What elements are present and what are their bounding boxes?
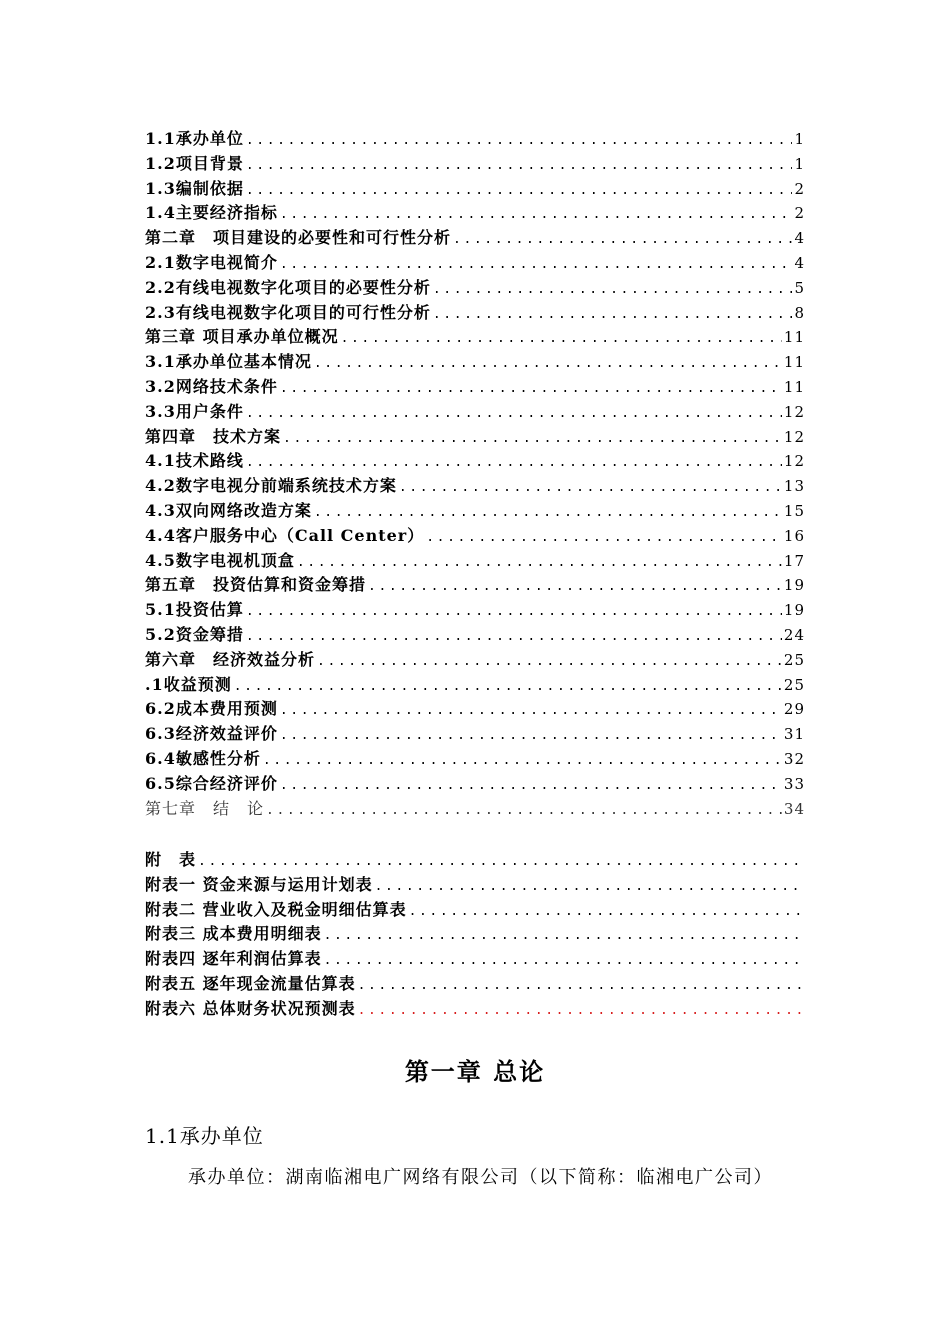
toc-entry-title: 第五章 投资估算和资金筹措 — [145, 575, 367, 595]
toc-entry-title: 6.2成本费用预测 — [145, 699, 278, 719]
toc-leader-dots — [263, 753, 782, 768]
toc-leader-dots — [234, 679, 782, 694]
appendix-entry-title: 附表一 资金来源与运用计划表 — [145, 874, 373, 894]
toc-entry[interactable] — [145, 126, 805, 151]
toc-entry[interactable] — [145, 523, 805, 548]
toc-entry[interactable] — [145, 473, 805, 498]
toc-entry-title: 4.1技术路线 — [145, 451, 244, 471]
toc-entry-title: 4.4客户服务中心（Call Center） — [145, 525, 425, 545]
toc-entry[interactable] — [145, 225, 805, 250]
toc-leader-dots — [280, 728, 782, 743]
toc-entry-page: 1 — [794, 154, 805, 173]
toc-entry-title: 3.1承办单位基本情况 — [145, 352, 312, 372]
toc-entry[interactable] — [145, 349, 805, 374]
toc-entry-title: 5.2资金筹措 — [145, 624, 244, 644]
toc-entry[interactable] — [145, 548, 805, 573]
toc-leader-dots-red — [358, 1003, 803, 1018]
chapter-title: 第一章 总论 — [404, 1057, 546, 1086]
toc-entry-page: 29 — [783, 700, 805, 719]
appendix-entry-title: 附 表 — [145, 850, 197, 869]
toc-leader-dots — [280, 257, 793, 272]
toc-entry-title: 5.1投资估算 — [145, 600, 244, 620]
toc-leader-dots — [280, 207, 793, 222]
toc-leader-dots — [246, 158, 793, 173]
toc-entry-page: 2 — [794, 204, 805, 223]
toc-entry-page: 12 — [783, 402, 805, 421]
toc-entry-page: 1 — [794, 130, 805, 148]
toc-entry-title: 1.1承办单位 — [145, 129, 244, 148]
toc-entry[interactable] — [145, 200, 805, 225]
toc-entry-page: 17 — [783, 551, 805, 570]
appendix-entry-title: 附表五 逐年现金流量估算表 — [145, 973, 356, 993]
toc-leader-dots — [317, 654, 782, 669]
toc-entry-title: 第三章 项目承办单位概况 — [145, 327, 339, 347]
toc-entry-title: 第六章 经济效益分析 — [145, 649, 316, 669]
toc-leader-dots — [409, 904, 803, 919]
toc-entry-title: 1.3编制依据 — [145, 178, 244, 198]
toc-entry[interactable] — [145, 151, 805, 176]
toc-leader-dots — [246, 604, 782, 619]
toc-entry-page: 25 — [783, 650, 805, 669]
toc-leader-dots — [368, 579, 782, 594]
toc-leader-dots — [266, 803, 782, 818]
toc-entry-title: 第二章 项目建设的必要性和可行性分析 — [145, 228, 452, 248]
toc-leader-dots — [433, 282, 793, 297]
toc-leader-dots — [246, 629, 782, 644]
toc-leader-dots — [324, 953, 803, 968]
toc-leader-dots — [324, 928, 803, 943]
toc-entry[interactable] — [145, 424, 805, 449]
toc-entry[interactable] — [145, 300, 805, 325]
toc-leader-dots — [280, 381, 782, 396]
appendix-entry[interactable] — [145, 946, 805, 971]
toc-entry[interactable] — [145, 796, 805, 821]
appendix-entry[interactable] — [145, 996, 805, 1021]
appendix-entry[interactable] — [145, 921, 805, 946]
toc-entry-page: 19 — [783, 601, 805, 620]
toc-entry-page: 19 — [783, 576, 805, 595]
toc-entry[interactable] — [145, 399, 805, 424]
toc-entry-page: 34 — [783, 799, 805, 818]
toc-leader-dots — [426, 530, 782, 545]
appendix-entry-title: 附表四 逐年利润估算表 — [145, 949, 322, 969]
toc-entry[interactable] — [145, 647, 805, 672]
toc-entry[interactable] — [145, 672, 805, 697]
toc-entry[interactable] — [145, 746, 805, 771]
toc-entry-title: 第四章 技术方案 — [145, 426, 282, 446]
toc-leader-dots — [280, 778, 782, 793]
toc-entry-page: 31 — [783, 725, 805, 744]
toc-entry-page: 13 — [783, 477, 805, 496]
toc-leader-dots — [453, 232, 792, 247]
toc-entry[interactable] — [145, 721, 805, 746]
toc-entry[interactable] — [145, 572, 805, 597]
toc-entry[interactable] — [145, 498, 805, 523]
toc-entry[interactable] — [145, 275, 805, 300]
toc-entry[interactable] — [145, 597, 805, 622]
toc-entry-page: 24 — [783, 625, 805, 644]
toc-leader-dots — [246, 133, 793, 148]
toc-leader-dots — [246, 406, 782, 421]
toc-leader-dots — [198, 854, 803, 869]
toc-entry-title: 第七章 结 论 — [145, 798, 265, 818]
toc-entry[interactable] — [145, 448, 805, 473]
toc-entry-page: 25 — [783, 675, 805, 694]
section-title: 1.1承办单位 — [145, 1124, 264, 1148]
toc-leader-dots — [246, 455, 782, 470]
toc-leader-dots — [280, 703, 782, 718]
toc-leader-dots — [297, 555, 782, 570]
toc-entry[interactable] — [145, 696, 805, 721]
appendix-entry[interactable] — [145, 847, 805, 872]
toc-entry-title: .1收益预测 — [145, 674, 232, 694]
toc-entry-page: 4 — [794, 253, 805, 272]
toc-entry-title: 6.3经济效益评价 — [145, 724, 278, 744]
toc-leader-dots — [314, 356, 782, 371]
toc-leader-dots — [283, 431, 782, 446]
toc-entry-page: 11 — [783, 328, 805, 347]
toc-leader-dots — [433, 307, 793, 322]
toc-entry-title: 4.2数字电视分前端系统技术方案 — [145, 476, 397, 496]
toc-entry-page: 8 — [794, 303, 805, 322]
toc-leader-dots — [246, 183, 793, 198]
toc-entry[interactable] — [145, 374, 805, 399]
toc-entry-title: 2.2有线电视数字化项目的必要性分析 — [145, 277, 431, 297]
toc-leader-dots — [341, 331, 782, 346]
toc-entry-title: 6.5综合经济评价 — [145, 773, 278, 793]
toc-entry-page: 4 — [794, 229, 805, 248]
appendix-entry[interactable] — [145, 897, 805, 922]
toc-entry-title: 3.3用户条件 — [145, 401, 244, 421]
body-paragraph: 承办单位：湖南临湘电广网络有限公司（以下简称：临湘电广公司） — [188, 1167, 773, 1188]
toc-entry-title: 6.4敏感性分析 — [145, 748, 261, 768]
toc-entry-title: 2.3有线电视数字化项目的可行性分析 — [145, 302, 431, 322]
toc-entry-page: 15 — [783, 501, 805, 520]
toc-entry[interactable] — [145, 176, 805, 201]
toc-entry-title: 4.5数字电视机顶盒 — [145, 550, 295, 570]
toc-entry-page: 32 — [783, 749, 805, 768]
toc-entry-page: 12 — [783, 427, 805, 446]
appendix-entry[interactable] — [145, 872, 805, 897]
toc-entry-title: 2.1数字电视简介 — [145, 252, 278, 272]
toc-leader-dots — [314, 505, 782, 520]
toc-entry[interactable] — [145, 771, 805, 796]
toc-entry[interactable] — [145, 324, 805, 349]
toc-entry-page: 33 — [783, 774, 805, 793]
toc-entry-page: 5 — [794, 278, 805, 297]
table-of-contents — [145, 126, 805, 820]
toc-entry[interactable] — [145, 250, 805, 275]
toc-entry-page: 11 — [783, 377, 805, 396]
appendix-list — [145, 847, 805, 1021]
appendix-entry-title: 附表六 总体财务状况预测表 — [145, 998, 356, 1018]
toc-entry[interactable] — [145, 622, 805, 647]
toc-entry-title: 4.3双向网络改造方案 — [145, 500, 312, 520]
toc-entry-title: 1.4主要经济指标 — [145, 203, 278, 223]
toc-entry-title: 1.2项目背景 — [145, 153, 244, 173]
toc-leader-dots — [399, 480, 782, 495]
toc-entry-page: 11 — [783, 353, 805, 372]
appendix-entry-title: 附表三 成本费用明细表 — [145, 924, 322, 944]
appendix-entry-title: 附表二 营业收入及税金明细估算表 — [145, 899, 407, 919]
toc-entry-page: 16 — [783, 526, 805, 545]
appendix-entry[interactable] — [145, 971, 805, 996]
toc-entry-page: 12 — [783, 452, 805, 471]
toc-leader-dots — [375, 879, 803, 894]
toc-leader-dots — [358, 978, 803, 993]
toc-entry-page: 2 — [794, 179, 805, 198]
toc-entry-title: 3.2网络技术条件 — [145, 376, 278, 396]
